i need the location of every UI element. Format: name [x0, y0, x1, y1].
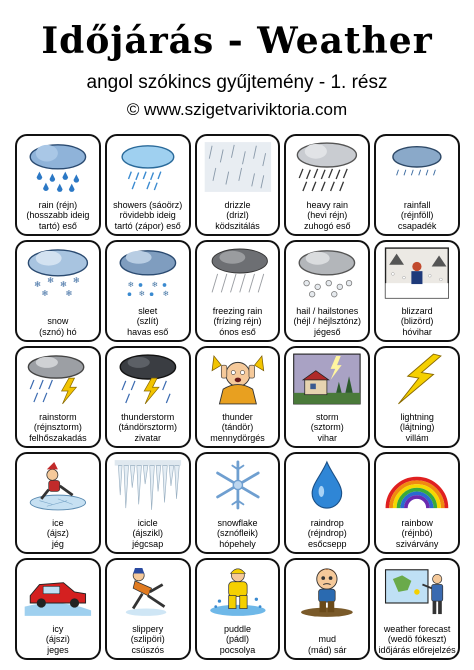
card-caption: rainstorm (réjnsztorm) felhőszakadás [29, 411, 87, 443]
card-caption: thunder (tándör) mennydörgés [210, 411, 265, 443]
weather-forecast-icon [380, 562, 454, 620]
svg-text:❄: ❄ [72, 275, 80, 286]
heavy-rain-cloud-icon [290, 138, 364, 196]
freezing-rain-icon [201, 244, 275, 302]
icy-car-icon [21, 562, 95, 620]
card-caption: showers (sáoörz) rövidebb ideig tartó (zápor) eső [113, 199, 183, 231]
thunderstorm-cloud-icon [111, 350, 185, 408]
card-heavy-rain [284, 134, 370, 236]
card-caption: icicle (ájszikl) jégcsap [132, 517, 164, 549]
drizzle-icon [201, 138, 275, 196]
card-caption: ice (ájsz) jég [46, 517, 69, 549]
slippery-person-icon [111, 562, 185, 620]
card-caption: rainbow (réjnbó) szivárvány [395, 517, 439, 549]
card-snow [15, 240, 101, 342]
svg-text:❄: ❄ [33, 278, 41, 289]
sleet-cloud-icon [111, 244, 185, 302]
page-title: Időjárás - Weather [41, 20, 433, 62]
icicle-icon [111, 456, 185, 514]
card-mud [284, 558, 370, 660]
card-caption: storm (sztorm) vihar [310, 411, 344, 443]
card-showers [105, 134, 191, 236]
blizzard-icon [380, 244, 454, 302]
card-blizzard [374, 240, 460, 342]
snowflake-icon [201, 456, 275, 514]
card-caption: weather forecast (wedö fókeszt) időjárás előrejelzés [378, 623, 456, 655]
svg-text:❄: ❄ [65, 288, 73, 299]
card-snowflake [195, 452, 281, 554]
svg-text:❄: ❄ [138, 289, 145, 299]
rainbow-icon [380, 456, 454, 514]
snow-cloud-icon [21, 244, 95, 302]
card-caption: puddle (pádl) pocsolya [219, 623, 256, 655]
svg-text:❄: ❄ [41, 288, 49, 299]
card-raindrop [284, 452, 370, 554]
thunder-icon [201, 350, 275, 408]
rain-cloud-icon [21, 138, 95, 196]
card-caption: drizzle (drizl) ködszitálás [215, 199, 260, 231]
card-sleet [105, 240, 191, 342]
raindrop-icon [290, 456, 364, 514]
lightning-bolt-icon [380, 350, 454, 408]
rainfall-cloud-icon [380, 138, 454, 196]
card-caption: rainfall (réjnföll) csapadék [397, 199, 437, 231]
card-caption: raindrop (réjndrop) esőcsepp [307, 517, 347, 549]
svg-text:❄: ❄ [59, 278, 67, 289]
card-caption: blizzard (blizörd) hóvihar [400, 305, 434, 337]
card-caption: mud (mád) sár [308, 634, 347, 655]
card-lightning [374, 346, 460, 448]
card-hail [284, 240, 370, 342]
card-weather-forecast [374, 558, 460, 660]
card-rain [15, 134, 101, 236]
card-caption: thunderstorm (tándörsztorm) zivatar [118, 411, 177, 443]
card-drizzle [195, 134, 281, 236]
card-caption: lightning (lájtning) villám [399, 411, 435, 443]
card-rainstorm [15, 346, 101, 448]
website-credit: © www.szigetvariviktoria.com [126, 100, 348, 119]
card-caption: hail / hailstones (héjl / héjlsztónz) jégeső [293, 305, 362, 337]
card-thunderstorm [105, 346, 191, 448]
ice-skater-icon [21, 456, 95, 514]
svg-text:❄: ❄ [151, 279, 158, 289]
card-thunder [195, 346, 281, 448]
svg-text:❄: ❄ [162, 289, 169, 299]
card-caption: freezing rain (frízing réjn) ónos eső [212, 305, 263, 337]
svg-text:❄: ❄ [46, 275, 54, 286]
card-caption: heavy rain (hevi réjn) zuhogó eső [304, 199, 351, 231]
card-caption: icy (ájszi) jeges [45, 623, 70, 655]
storm-house-icon [290, 350, 364, 408]
card-slippery [105, 558, 191, 660]
card-caption: slippery (szlipöri) csúszós [130, 623, 165, 655]
card-caption: sleet (szlít) havas eső [127, 305, 169, 337]
rainstorm-cloud-icon [21, 350, 95, 408]
card-freezing-rain [195, 240, 281, 342]
card-rainbow [374, 452, 460, 554]
card-caption: rain (réjn) (hosszabb ideig tartó) eső [26, 199, 90, 231]
showers-cloud-icon [111, 138, 185, 196]
page-subtitle: angol szókincs gyűjtemény - 1. rész [86, 72, 388, 93]
card-rainfall [374, 134, 460, 236]
card-puddle [195, 558, 281, 660]
card-caption: snowflake (sznófleik) hópehely [216, 517, 258, 549]
svg-text:❄: ❄ [127, 279, 134, 289]
card-caption: snow (sznó) hó [39, 316, 77, 337]
hail-cloud-icon [290, 244, 364, 302]
mud-boy-icon [290, 562, 364, 620]
card-icy [15, 558, 101, 660]
puddle-boots-icon [201, 562, 275, 620]
vocabulary-grid [15, 134, 460, 660]
card-storm [284, 346, 370, 448]
card-ice [15, 452, 101, 554]
card-icicle [105, 452, 191, 554]
